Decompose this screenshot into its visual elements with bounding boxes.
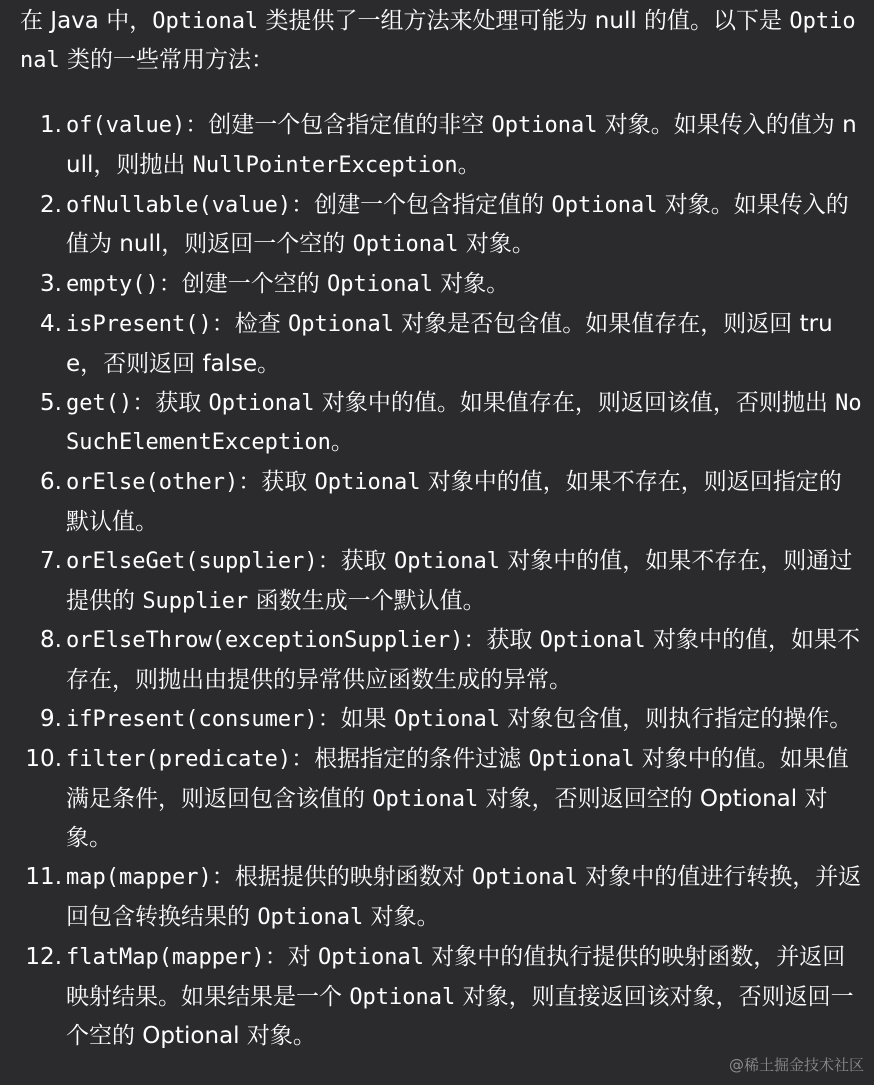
item-number: 5. — [40, 389, 62, 416]
item-text: 对象。 — [363, 903, 440, 930]
item-text: 对象中的值，如果不存在，则抛出由提供的异常供应函数生成的异常。 — [66, 627, 860, 694]
item-text: 对象。 — [433, 271, 510, 298]
inline-code: Optional — [257, 904, 364, 930]
inline-code: Optional — [208, 390, 315, 416]
item-text: 对象。如果传入的值为 null，则抛出 — [66, 112, 857, 178]
item-text: 。 — [457, 151, 481, 178]
method-name: isPresent() — [66, 311, 212, 337]
inline-code: Optional — [372, 786, 479, 812]
item-text: ：获取 — [463, 627, 540, 654]
intro-paragraph — [20, 2, 862, 80]
item-text: 对象，否则返回空的 Optional 对象。 — [66, 785, 828, 852]
method-name: orElse(other) — [66, 470, 239, 496]
inline-code: Optional — [528, 746, 635, 772]
item-text: 对象中的值。如果值满足条件，则返回包含该值的 — [66, 745, 849, 812]
list-item — [20, 106, 862, 186]
item-text: 对象中的值执行提供的映射函数，并返回映射结果。如果结果是一个 — [66, 943, 846, 1010]
item-text: 对象，则直接返回该对象，否则返回一个空的 Optional 对象。 — [66, 983, 854, 1050]
item-text: 对象中的值，如果不存在，则返回指定的默认值。 — [66, 469, 842, 535]
item-text: ：获取 — [238, 469, 315, 496]
inline-code: Optional — [349, 984, 456, 1010]
method-name: flatMap(mapper) — [66, 944, 265, 970]
item-text: 对象。 — [458, 231, 535, 258]
list-item — [20, 542, 862, 622]
item-number: 6. — [40, 469, 62, 496]
item-text: 对象是否包含值。如果值存在，则返回 true，否则返回 false。 — [66, 310, 833, 377]
item-text: ：创建一个空的 — [158, 271, 328, 298]
inline-code: Optional — [318, 944, 424, 970]
inline-code: Optional — [288, 311, 394, 337]
method-name: empty() — [66, 272, 159, 298]
list-item — [20, 621, 862, 700]
item-text: ：创建一个包含指定值的非空 — [185, 112, 492, 138]
intro-text: 在 Java 中， — [20, 8, 153, 34]
item-text: 函数生成一个默认值。 — [248, 587, 486, 614]
item-text: ：获取 — [132, 389, 209, 416]
item-text: 对象中的值进行转换，并返回包含转换结果的 — [66, 864, 862, 930]
method-name: get() — [66, 390, 133, 416]
inline-code: Optional — [491, 113, 598, 138]
list-item — [20, 858, 862, 938]
intro-text: 类提供了一组方法来处理可能为 null 的值。以下是 — [258, 8, 790, 34]
item-text: 对象。如果传入的值为 null，则返回一个空的 — [66, 191, 849, 258]
inline-code: NoSuchElementException — [66, 390, 862, 456]
list-item — [20, 740, 862, 858]
item-number: 12. — [25, 943, 62, 970]
list-item — [20, 186, 862, 266]
inline-code: Optional — [352, 232, 459, 258]
method-name: orElseThrow(exceptionSupplier) — [66, 628, 464, 654]
list-item — [20, 265, 862, 305]
item-number: 3. — [40, 271, 62, 298]
item-number: 1. — [40, 112, 62, 138]
item-text: 对象中的值。如果值存在，则返回该值，否则抛出 — [314, 389, 836, 416]
list-item — [20, 463, 862, 542]
method-name: of(value) — [66, 113, 186, 138]
inline-code: Optional — [539, 628, 646, 654]
intro-code: Optional — [20, 9, 856, 73]
list-item — [20, 938, 862, 1056]
list-item — [20, 384, 862, 464]
item-number: 2. — [40, 191, 62, 218]
intro-code: Optional — [152, 9, 259, 34]
inline-code: Supplier — [142, 588, 249, 614]
method-name: ofNullable(value) — [66, 192, 292, 218]
item-text: 对象中的值，如果不存在，则通过提供的 — [66, 547, 853, 614]
inline-code: Optional — [551, 192, 658, 218]
item-text: ：获取 — [317, 547, 394, 574]
article-content — [20, 2, 862, 1056]
inline-code: Optional — [327, 272, 433, 298]
item-text: 对象包含值，则执行指定的操作。 — [499, 705, 853, 732]
item-text: ：对 — [264, 943, 318, 970]
inline-code: Optional — [393, 548, 500, 574]
item-text: ：检查 — [211, 310, 289, 337]
item-text: ：如果 — [317, 705, 394, 732]
method-name: ifPresent(consumer) — [66, 706, 318, 732]
methods-list — [20, 106, 862, 1056]
item-text: ：创建一个包含指定值的 — [291, 191, 552, 218]
inline-code: Optional — [314, 470, 421, 496]
item-number: 10. — [25, 745, 62, 772]
item-text: ：根据提供的映射函数对 — [211, 864, 473, 891]
item-number: 7. — [40, 547, 62, 574]
method-name: orElseGet(supplier) — [66, 548, 318, 574]
inline-code: NullPointerException — [192, 152, 458, 178]
inline-code: Optional — [393, 706, 500, 732]
method-name: map(mapper) — [66, 865, 212, 891]
method-name: filter(predicate) — [66, 746, 292, 772]
list-item — [20, 700, 862, 740]
watermark: @稀土掘金技术社区 — [728, 1056, 864, 1074]
intro-text: 类的一些常用方法： — [59, 47, 275, 73]
inline-code: Optional — [472, 865, 578, 891]
item-number: 9. — [40, 705, 62, 732]
item-number: 11. — [25, 864, 62, 891]
list-item — [20, 305, 862, 384]
item-number: 8. — [40, 627, 62, 654]
item-text: 。 — [330, 429, 354, 456]
item-text: ：根据指定的条件过滤 — [291, 745, 529, 772]
item-number: 4. — [40, 310, 62, 337]
